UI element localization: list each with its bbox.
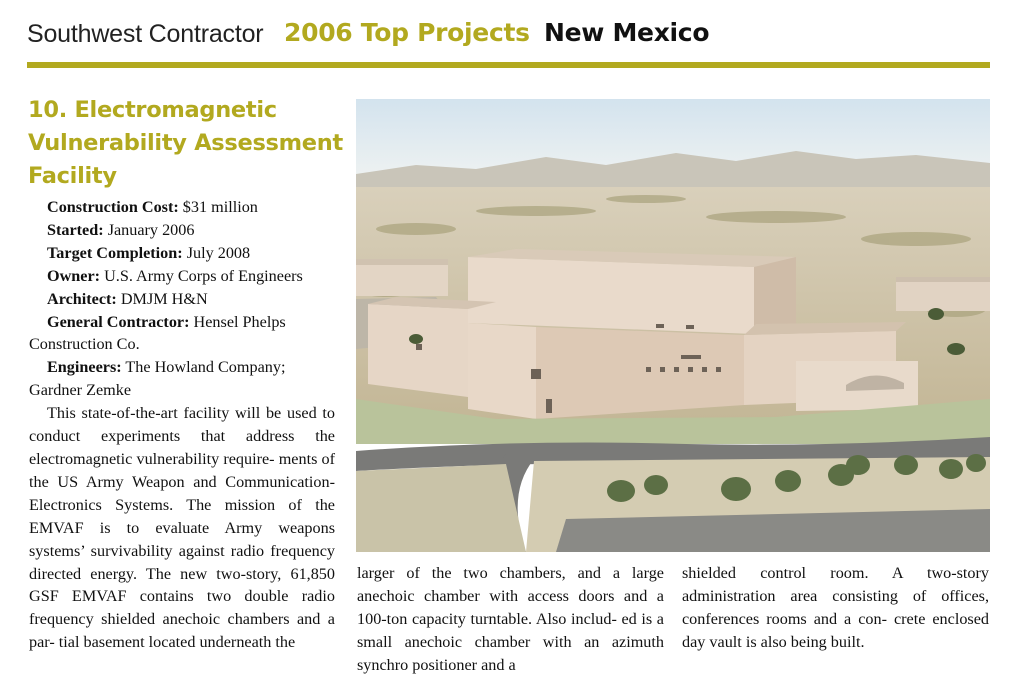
fact-value: $31 million: [182, 198, 258, 216]
fact-value: U.S. Army Corps of Engineers: [104, 266, 303, 285]
article-column-1: [29, 196, 335, 654]
body-text-col3: shielded control room. A two-story administration area consisting of offices, conferences rooms and a con- crete enclosed day vault is also being built.: [682, 564, 989, 651]
title-line: Vulnerability Assessment: [28, 130, 343, 156]
fact-label: Target Completion:: [47, 243, 183, 262]
body-text-col2: larger of the two chambers, and a large anechoic chamber with access doors and a 100-ton capacity turntable. Also includ- ed is a small anechoic chamber with an azimuth synchro positioner and a: [357, 564, 664, 674]
header-rule: [27, 62, 990, 68]
fact-label: Architect:: [47, 289, 117, 308]
fact-label: General Contractor:: [47, 312, 190, 331]
fact-label: Started:: [47, 220, 104, 239]
fact-value: DMJM H&N: [120, 289, 208, 308]
title-line: Facility: [28, 163, 117, 189]
fact-construction-cost: [29, 196, 335, 219]
fact-value: January 2006: [107, 220, 195, 239]
section-title: 2006 Top Projects: [284, 18, 530, 47]
fact-target-completion: [29, 242, 335, 265]
fact-architect: [29, 288, 335, 311]
facility-rendering-image: [356, 99, 990, 552]
body-text-col1: This state-of-the-art facility will be used to conduct experiments that address the electromagnetic vulnerability require- ments of the US Army Weapon and Communication-Electronics Systems. The mission of the EMVAF is to evaluate Army weapons systems’ survivability against radio frequency directed energy. The new two-story, 61,850 GSF EMVAF contains two double radio frequency shielded anechoic chambers and a par- tial basement located underneath the: [29, 404, 335, 652]
fact-value: The Howland Company; Gardner Zemke: [29, 358, 286, 400]
publication-name: Southwest Contractor: [27, 20, 264, 48]
fact-value: Hensel Phelps Construction Co.: [29, 312, 286, 354]
fact-label: Engineers:: [47, 358, 122, 377]
fact-engineers: [29, 356, 335, 402]
fact-owner: [29, 265, 335, 288]
fact-general-contractor: [29, 311, 335, 357]
title-line: 10. Electromagnetic: [28, 97, 277, 123]
fact-started: [29, 219, 335, 242]
region-title: New Mexico: [544, 18, 710, 47]
facility-rendering-svg: [356, 99, 990, 552]
article-title: [28, 94, 348, 193]
fact-label: Construction Cost:: [47, 198, 179, 216]
fact-value: July 2008: [186, 243, 251, 262]
fact-label: Owner:: [47, 266, 101, 285]
